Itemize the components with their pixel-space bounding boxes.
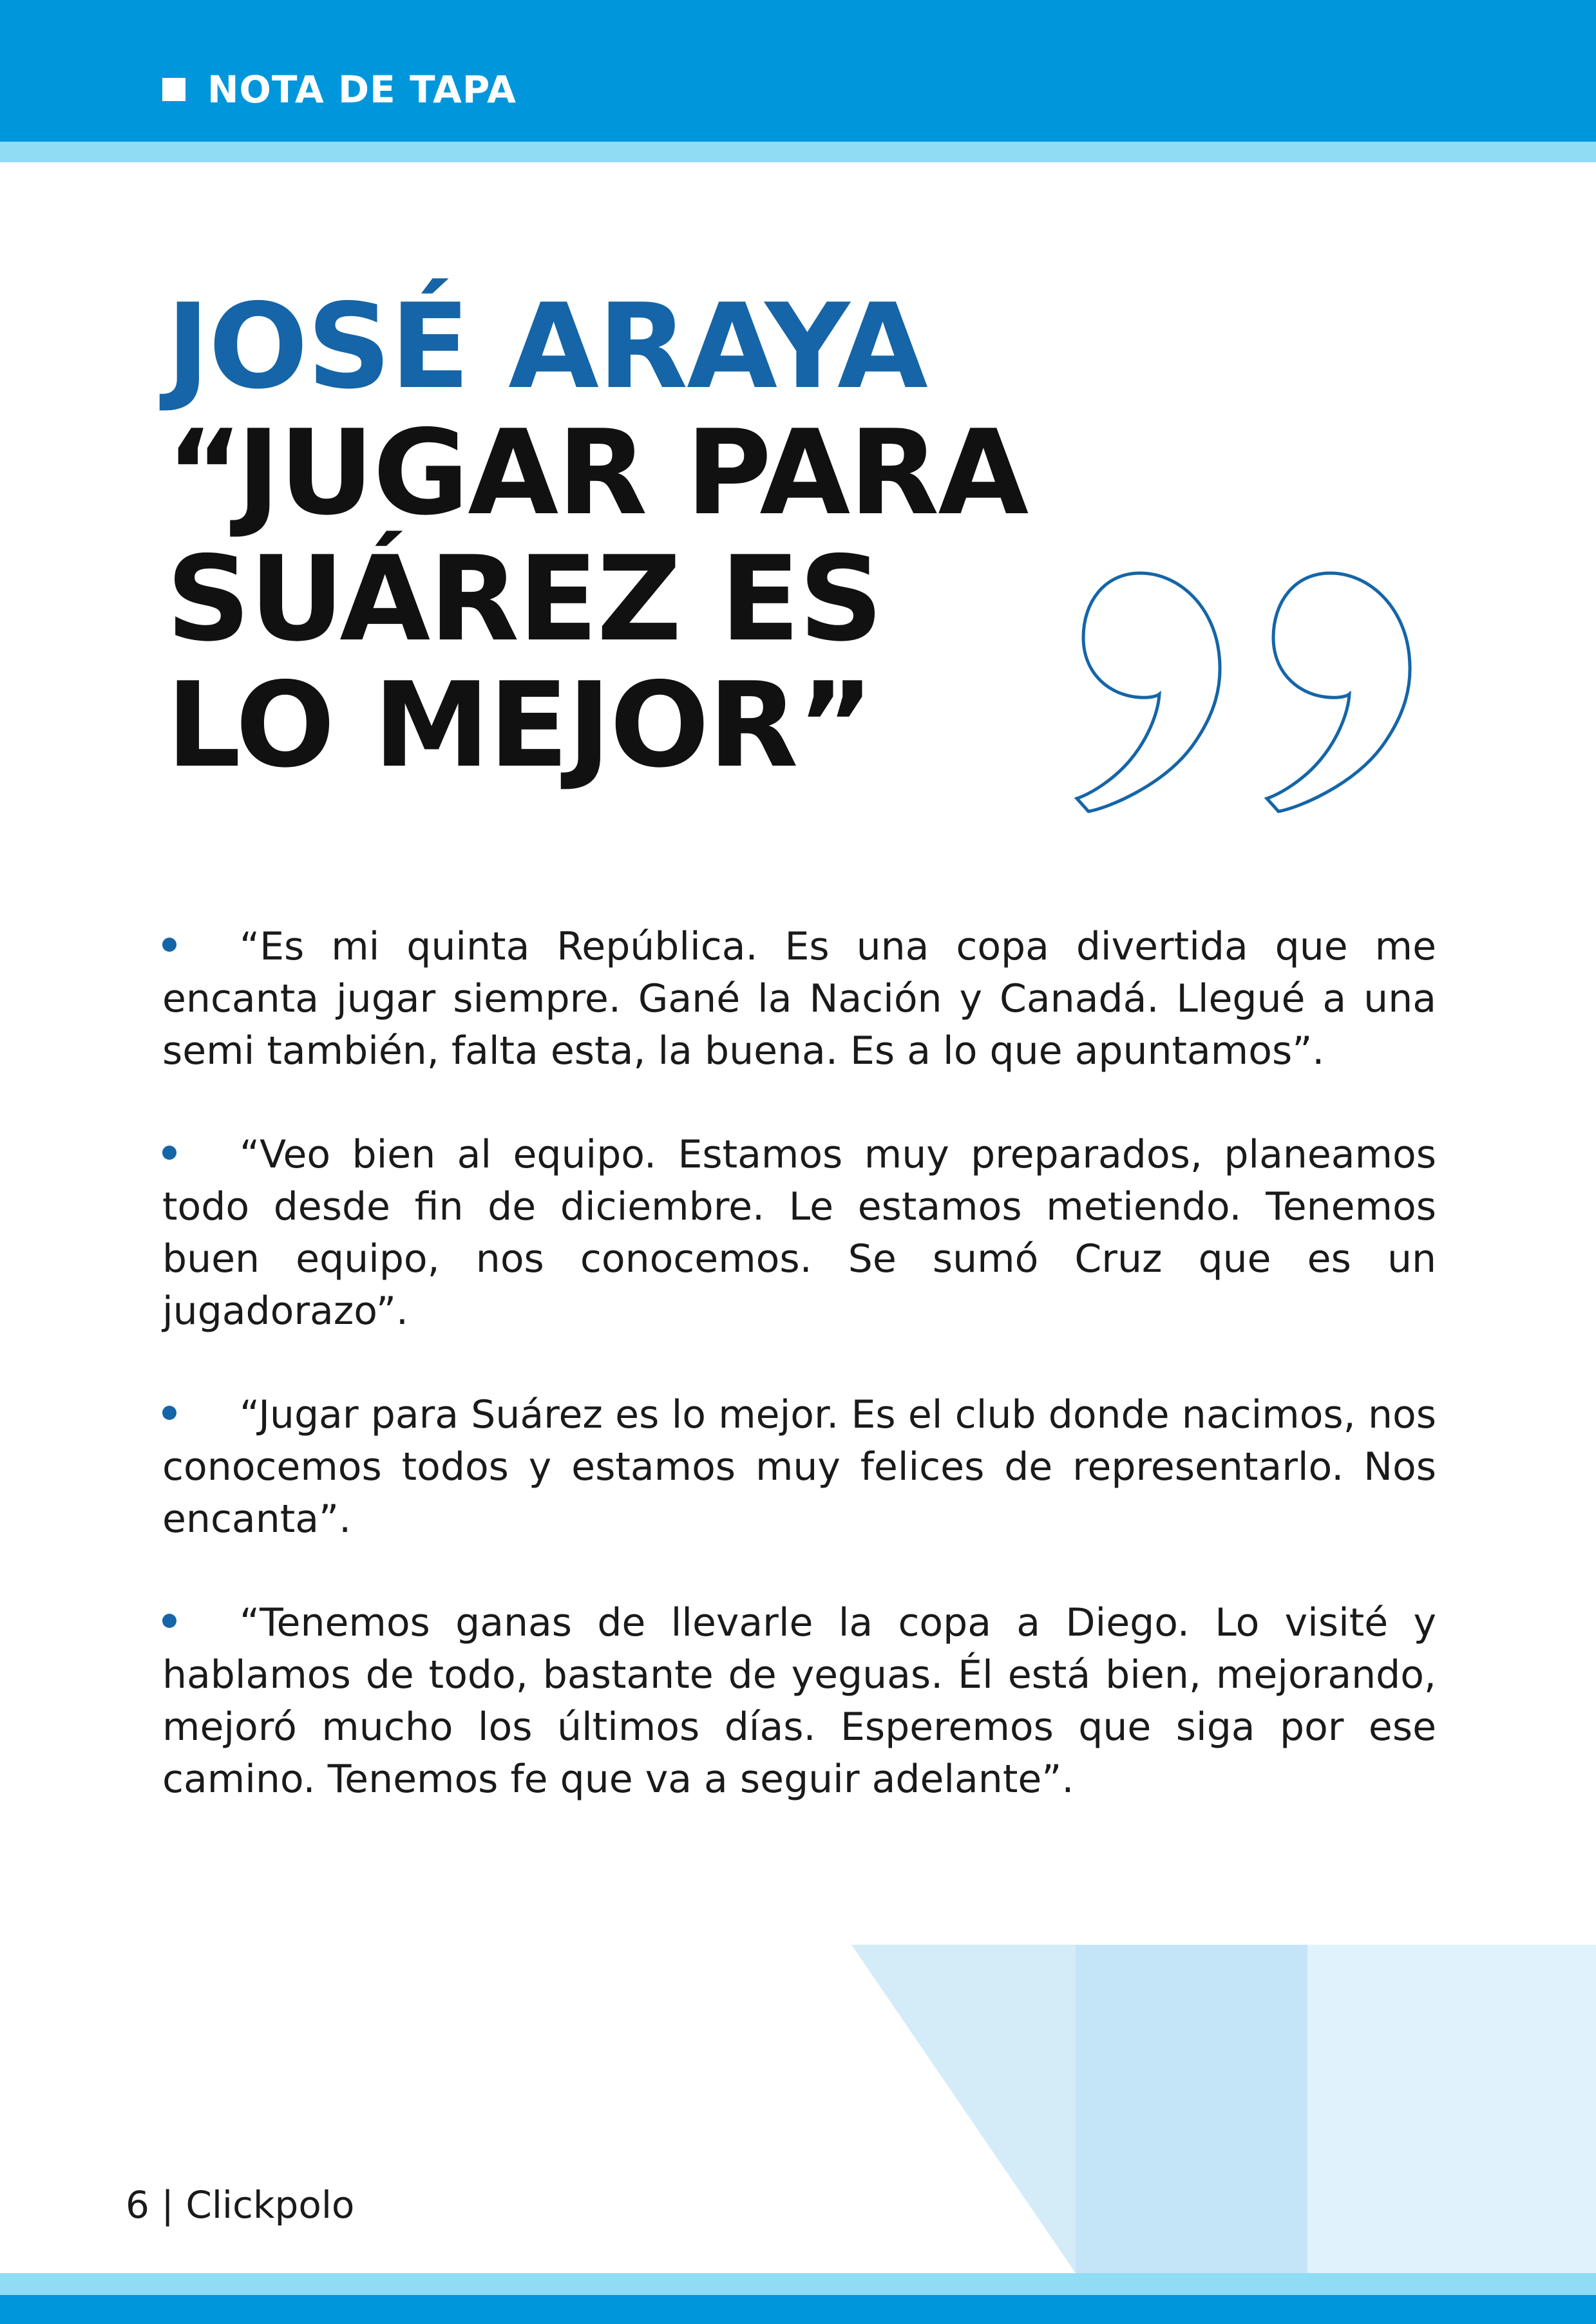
page-footer: 6 | Clickpolo <box>126 2183 355 2227</box>
footer-decoration <box>0 1945 1596 2286</box>
headline-quote-line-2: SUÁREZ ES <box>166 531 882 667</box>
headline-name: JOSÉ ARAYA <box>166 278 927 415</box>
list-item <box>162 1597 1436 1806</box>
list-item <box>162 921 1436 1077</box>
quote-text: “Jugar para Suárez es lo mejor. Es el club donde nacimos, nos conocemos todos y estamos muy felices de representarlo. Nos encanta”. <box>162 1392 1436 1542</box>
quote-text: “Tenemos ganas de llevarle la copa a Diego. Lo visité y hablamos de todo, bastante de yeguas. Él está bien, mejorando, mejoró mucho los últimos días. Esperemos que siga por ese camino. Tenemos fe que va a seguir adelante”. <box>162 1600 1436 1802</box>
quote-text: “Es mi quinta República. Es una copa divertida que me encanta jugar siempre. Gané la Nación y Canadá. Llegué a una semi también, falta esta, la buena. Es a lo que apuntamos”. <box>162 924 1436 1073</box>
bullet-icon <box>162 1406 176 1420</box>
headline <box>166 278 1132 793</box>
bullet-icon <box>162 1614 176 1628</box>
headline-quote-line-1: “JUGAR PARA <box>166 404 1028 541</box>
square-bullet-icon <box>162 78 185 101</box>
header-stripe <box>0 142 1596 162</box>
list-item <box>162 1389 1436 1545</box>
quotes-list <box>162 921 1436 1857</box>
footer-bar <box>0 2295 1596 2324</box>
quote-text: “Veo bien al equipo. Estamos muy preparados, planeamos todo desde fin de diciembre. Le estamos metiendo. Tenemos buen equipo, nos conocemos. Se sumó Cruz que es un jugadorazo”. <box>162 1132 1436 1334</box>
headline-quote-line-3: LO MEJOR” <box>166 657 873 793</box>
closing-quotation-marks-icon <box>1069 554 1430 824</box>
bullet-icon <box>162 1146 176 1160</box>
footer-stripe <box>0 2273 1596 2295</box>
list-item <box>162 1129 1436 1337</box>
section-label <box>162 68 517 111</box>
bullet-icon <box>162 938 176 952</box>
section-label-text: NOTA DE TAPA <box>207 68 517 111</box>
